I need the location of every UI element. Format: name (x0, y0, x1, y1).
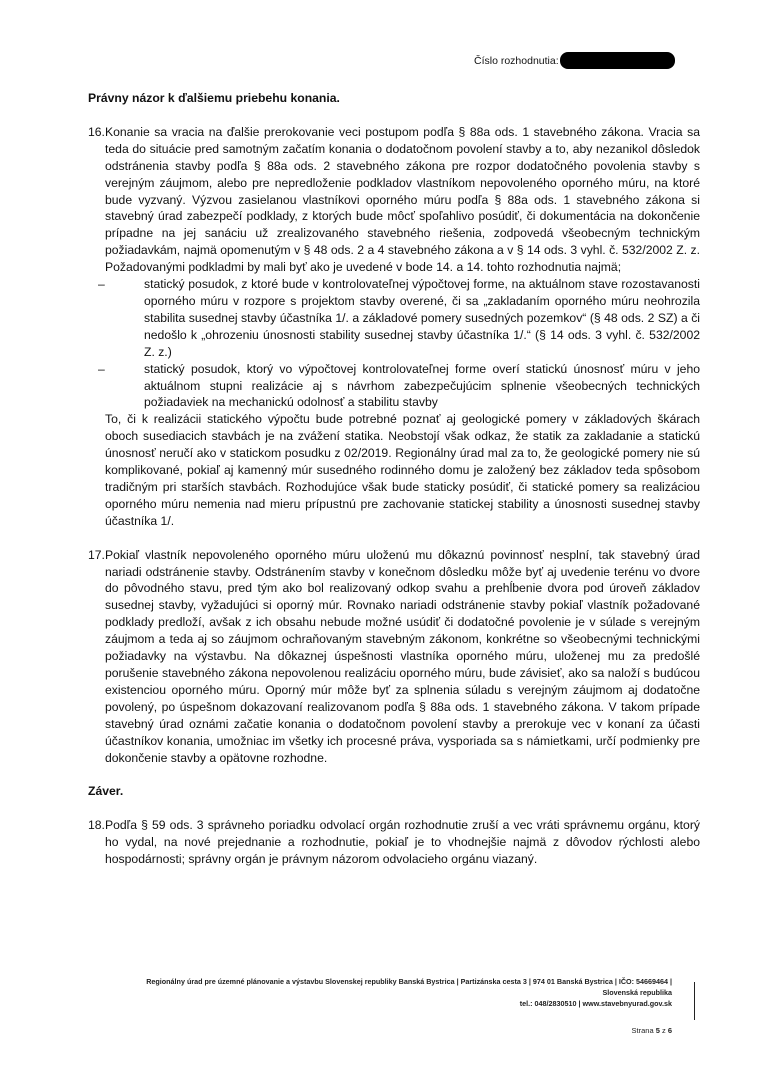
footer-line-2: Slovenská republika (602, 988, 672, 997)
paragraph-18 (88, 817, 700, 868)
paragraph-16 (88, 124, 700, 530)
paragraph-17-text: Pokiaľ vlastník nepovoleného oporného múru uloženú mu dôkaznú povinnosť nesplní, tak stavebný úrad nariadi odstránenie stavby. Odstránením stavby v konečnom dôsledku môže byť aj uvedenie terénu vo dvore do pôvodného stavu, pred tým ako bol realizovaný odkop svahu a prehĺbenie dvora pod úroveň základov susednej stavby, vyžadujúci si oporný múr. Rovnako nariadi odstránenie stavby pokiaľ vlastník požadované podklady predloží, avšak z ich obsahu nebude možné usúdiť či dodatočné povolenie je v súlade s verejným záujmom a teda aj so záujmom ochraňovaným stavebným zákonom, konkrétne so všeobecnými technickými požiadavky na výstavbu. Na dôkaznej úspešnosti vlastníka oporného múru, uloženej mu za predošlé porušenie stavebného zákona nepovolenou realizáciu oporného múru, bude závisieť, ako sa naloží s budúcou existenciou oporného múru. Oporný múr môže byť za splnenia súladu s verejným záujmom aj dodatočne povolený, po úspešnom dokazovaní realizovanom podľa § 88a ods. 1 stavebného zákona. V takom prípade stavebný úrad oznámi začatie konania o dodatočnom povolení stavby a prerokuje vec v konaní za účasti účastníkov konania, umožniac im všetky ich procesné práva, vysporiada sa s námietkami, určí podmienky pre dokončenie stavby a opätovne rozhodne. (105, 547, 700, 765)
footer-divider (694, 982, 695, 1020)
page-total: 6 (667, 1026, 672, 1035)
dash-bullet-icon: – (98, 361, 105, 376)
paragraph-18-text: Podľa § 59 ods. 3 správneho poriadku odvolací orgán rozhodnutie zruší a vec vráti správnemu orgánu, ktorý ho vydal, na nové prejednanie a rozhodnutie, pokiaľ je to vhodnejšie najmä z dôvodov rýchlosti alebo hospodárnosti; správny orgán je právnym názorom odvolacieho orgánu viazaný. (105, 818, 700, 867)
section-heading-legal-opinion: Právny názor k ďalšiemu priebehu konania. (88, 91, 340, 105)
paragraph-16-conclusion: To, či k realizácii statického výpočtu bude potrebné poznať aj geologické pomery v základových škárach oboch susediacich stavbách je na zvážení statika. Neobstojí však odkaz, že statik za zakladanie a statickú únosnosť neručí ako v statickom posudku z 02/2019. Regionálny úrad mal za to, že geologické pomery nie sú komplikované, pokiaľ aj kamenný múr susedného rodinného domu je založený bez základov teda spôsobom tradičným pri starších stavbách. Rozhodujúce však bude staticky posúdiť, či statické pomery sa realizáciou oporného múru nemenia nad mieru prípustnú pre zachovanie statickej stability a únosnosti susednej stavby účastníka 1/. (105, 412, 700, 528)
list-item-text: statický posudok, z ktoré bude v kontrolovateľnej výpočtovej forme, na aktuálnom stave rozostavanosti oporného múru v rozpore s projektom stavby overené, či sa „zakladaním oporného múru neohrozila stabilita susednej stavby účastníka 1/. a základové pomery susedných pozemkov“ (§ 48 ods. 2 SZ) a či nedošlo k „ohrozeniu únosnosti stability susednej stavby účastníka 1/.“ (§ 14 ods. 3 vyhl. č. 532/2002 Z. z.) (144, 277, 700, 359)
list-item (88, 361, 700, 412)
paragraph-16-intro: Konanie sa vracia na ďalšie prerokovanie veci postupom podľa § 88a ods. 1 stavebného zákona. Vracia sa teda do situácie pred samotným začatím konania o dodatočnom povolení stavby a to, aby nezanikol dôsledok odstránenia stavby podľa § 88a ods. 2 stavebného zákona pre rozpor dodatočného povolenia stavby s verejným záujmom, alebo pre nepredloženie podkladov vlastníkom nepovoleného oporného múru, na ktoré bude vyzvaný. Výzvou zasielanou vlastníkovi oporného múru podľa § 88a ods. 1 stavebného zákona si stavebný úrad zabezpečí podklady, z ktorých bude môcť spoľahlivo posúdiť, či dokumentácia na dokončenie prípadne na jej sanáciu už zrealizovaného stavebného riešenia, zodpovedá všeobecným technickým požiadavkám, najmä opomenutým v § 48 ods. 2 a 4 stavebného zákona a v § 14 ods. 3 vyhl. č. 532/2002 Z. z. Požadovanými podkladmi by mali byť ako je uvedené v bode 14. a 14. tohto rozhodnutia najmä; (105, 124, 700, 275)
dash-bullet-icon: – (98, 277, 105, 292)
footer-line-3: tel.: 048/2830510 | www.stavebnyurad.gov.sk (519, 999, 672, 1008)
section-heading-conclusion: Záver. (88, 784, 124, 799)
page-number (600, 1026, 672, 1035)
requirements-list (88, 276, 700, 411)
list-item-text: statický posudok, ktorý vo výpočtovej kontrolovateľnej forme overí statickú únosnosť múru v jeho aktuálnom stupni realizácie aj s návrhom zabezpečujúcim splnenie všeobecných technických požiadaviek na mechanickú odolnosť a stabilitu stavby (144, 361, 700, 410)
list-item (88, 276, 700, 361)
page-separator: z (661, 1026, 666, 1035)
page-current: 5 (655, 1026, 660, 1035)
page-label: Strana (631, 1026, 654, 1035)
decision-number-label: Číslo rozhodnutia: (474, 54, 559, 67)
footer-address (80, 976, 672, 1009)
decision-number-header (474, 52, 675, 69)
document-body (88, 90, 700, 868)
paragraph-number: 17. (88, 547, 105, 562)
paragraph-number: 18. (88, 818, 105, 833)
redacted-decision-number (560, 52, 675, 69)
paragraph-number: 16. (88, 124, 105, 139)
footer-line-1: Regionálny úrad pre územné plánovanie a výstavbu Slovenskej republiky Banská Bystrica | Partizánska cesta 3 | 974 01 Banská Bystrica | IČO: 54669464 | (146, 977, 672, 986)
paragraph-17 (88, 547, 700, 767)
